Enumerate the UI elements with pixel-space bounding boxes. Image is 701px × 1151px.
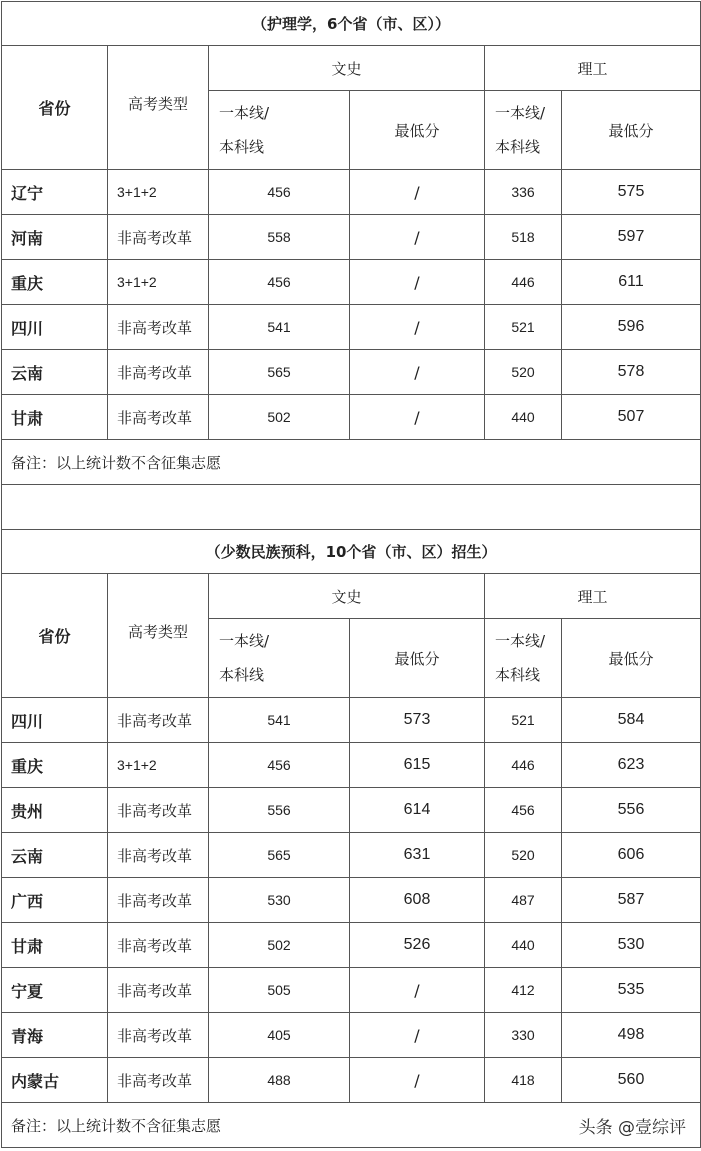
- table-row: [2, 170, 701, 215]
- cell-province: 辽宁: [2, 170, 108, 215]
- cell-wenshi-line: 565: [209, 350, 350, 395]
- cell-wenshi-line: 541: [209, 305, 350, 350]
- cell-wenshi-line: 505: [209, 968, 350, 1013]
- cell-wenshi-line: 502: [209, 923, 350, 968]
- table-body: [2, 2, 701, 1148]
- table-row: [2, 743, 701, 788]
- col-header-line: [209, 619, 350, 698]
- table-row: [2, 215, 701, 260]
- cell-exam-type: 非高考改革: [108, 395, 209, 440]
- col-header-min-score: 最低分: [562, 91, 701, 170]
- cell-ligong-line: 336: [485, 170, 562, 215]
- line-header-a: 一本线/: [495, 104, 546, 122]
- cell-ligong-line: 520: [485, 833, 562, 878]
- table-row: [2, 698, 701, 743]
- cell-wenshi-line: 565: [209, 833, 350, 878]
- cell-exam-type: 非高考改革: [108, 698, 209, 743]
- cell-wenshi-min: 608: [350, 878, 485, 923]
- cell-wenshi-line: 541: [209, 698, 350, 743]
- cell-wenshi-line: 405: [209, 1013, 350, 1058]
- cell-wenshi-min: /: [350, 260, 485, 305]
- cell-wenshi-min: /: [350, 1058, 485, 1103]
- cell-ligong-min: 587: [562, 878, 701, 923]
- cell-province: 重庆: [2, 260, 108, 305]
- cell-ligong-min: 530: [562, 923, 701, 968]
- cell-exam-type: 非高考改革: [108, 878, 209, 923]
- cell-province: 青海: [2, 1013, 108, 1058]
- col-header-line: [485, 619, 562, 698]
- cell-ligong-line: 521: [485, 698, 562, 743]
- cell-ligong-min: 560: [562, 1058, 701, 1103]
- cell-wenshi-line: 502: [209, 395, 350, 440]
- table-row: [2, 1013, 701, 1058]
- table-title: （护理学，6个省（市、区））: [2, 2, 701, 46]
- line-header-a: 一本线/: [495, 632, 546, 650]
- line-header-b: 本科线: [495, 666, 541, 684]
- cell-exam-type: 非高考改革: [108, 1058, 209, 1103]
- cell-wenshi-line: 558: [209, 215, 350, 260]
- cell-wenshi-min: 631: [350, 833, 485, 878]
- watermark: 头条 @壹综评: [578, 1117, 687, 1138]
- line-header-a: 一本线/: [219, 632, 270, 650]
- col-header-ligong: 理工: [485, 574, 701, 619]
- col-header-ligong: 理工: [485, 46, 701, 91]
- cell-exam-type: 3+1+2: [108, 170, 209, 215]
- table-note: 备注：以上统计数不含征集志愿: [2, 440, 701, 485]
- cell-wenshi-line: 530: [209, 878, 350, 923]
- cell-ligong-min: 578: [562, 350, 701, 395]
- cell-ligong-min: 606: [562, 833, 701, 878]
- table-row: [2, 260, 701, 305]
- table-row: [2, 833, 701, 878]
- col-header-exam-type: 高考类型: [108, 46, 209, 170]
- cell-wenshi-min: /: [350, 170, 485, 215]
- cell-province: 内蒙古: [2, 1058, 108, 1103]
- cell-province: 云南: [2, 833, 108, 878]
- cell-wenshi-min: 615: [350, 743, 485, 788]
- cell-wenshi-line: 488: [209, 1058, 350, 1103]
- cell-wenshi-line: 556: [209, 788, 350, 833]
- cell-ligong-line: 446: [485, 260, 562, 305]
- cell-ligong-line: 487: [485, 878, 562, 923]
- cell-ligong-min: 596: [562, 305, 701, 350]
- cell-wenshi-min: /: [350, 395, 485, 440]
- cell-wenshi-min: 526: [350, 923, 485, 968]
- cell-province: 甘肃: [2, 395, 108, 440]
- cell-wenshi-min: /: [350, 968, 485, 1013]
- table-title: （少数民族预科，10个省（市、区）招生）: [2, 530, 701, 574]
- line-header-b: 本科线: [495, 138, 541, 156]
- table-note: [2, 1103, 701, 1148]
- cell-ligong-min: 507: [562, 395, 701, 440]
- cell-ligong-line: 330: [485, 1013, 562, 1058]
- cell-wenshi-min: 614: [350, 788, 485, 833]
- cell-exam-type: 3+1+2: [108, 260, 209, 305]
- col-header-wenshi: 文史: [209, 574, 485, 619]
- line-header-b: 本科线: [219, 666, 265, 684]
- cell-ligong-min: 611: [562, 260, 701, 305]
- cell-ligong-line: 440: [485, 395, 562, 440]
- cell-ligong-line: 518: [485, 215, 562, 260]
- cell-province: 广西: [2, 878, 108, 923]
- cell-ligong-min: 575: [562, 170, 701, 215]
- cell-wenshi-min: /: [350, 350, 485, 395]
- col-header-line: [209, 91, 350, 170]
- col-header-min-score: 最低分: [350, 619, 485, 698]
- cell-ligong-min: 584: [562, 698, 701, 743]
- cell-exam-type: 非高考改革: [108, 1013, 209, 1058]
- table-row: [2, 923, 701, 968]
- table-row: [2, 305, 701, 350]
- table-row: [2, 878, 701, 923]
- cell-ligong-min: 623: [562, 743, 701, 788]
- line-header-b: 本科线: [219, 138, 265, 156]
- cell-province: 甘肃: [2, 923, 108, 968]
- table-row: [2, 350, 701, 395]
- cell-wenshi-line: 456: [209, 743, 350, 788]
- cell-ligong-min: 556: [562, 788, 701, 833]
- cell-exam-type: 非高考改革: [108, 923, 209, 968]
- cell-exam-type: 非高考改革: [108, 305, 209, 350]
- cell-exam-type: 非高考改革: [108, 350, 209, 395]
- note-text: 备注：以上统计数不含征集志愿: [11, 1116, 222, 1135]
- table-row: [2, 968, 701, 1013]
- table-row: [2, 788, 701, 833]
- table-row: [2, 395, 701, 440]
- cell-province: 四川: [2, 698, 108, 743]
- spacer-row: [2, 485, 701, 530]
- table-row: [2, 1058, 701, 1103]
- admission-score-table: [1, 1, 701, 1148]
- cell-ligong-min: 498: [562, 1013, 701, 1058]
- col-header-line: [485, 91, 562, 170]
- cell-ligong-line: 412: [485, 968, 562, 1013]
- cell-ligong-line: 521: [485, 305, 562, 350]
- cell-exam-type: 非高考改革: [108, 215, 209, 260]
- col-header-min-score: 最低分: [562, 619, 701, 698]
- cell-ligong-line: 418: [485, 1058, 562, 1103]
- cell-province: 贵州: [2, 788, 108, 833]
- cell-ligong-line: 446: [485, 743, 562, 788]
- cell-province: 河南: [2, 215, 108, 260]
- line-header-a: 一本线/: [219, 104, 270, 122]
- cell-exam-type: 非高考改革: [108, 968, 209, 1013]
- col-header-province: 省份: [2, 46, 108, 170]
- cell-wenshi-min: /: [350, 305, 485, 350]
- cell-ligong-min: 597: [562, 215, 701, 260]
- cell-province: 云南: [2, 350, 108, 395]
- col-header-exam-type: 高考类型: [108, 574, 209, 698]
- cell-wenshi-min: /: [350, 1013, 485, 1058]
- cell-exam-type: 3+1+2: [108, 743, 209, 788]
- cell-ligong-line: 440: [485, 923, 562, 968]
- cell-exam-type: 非高考改革: [108, 788, 209, 833]
- col-header-province: 省份: [2, 574, 108, 698]
- cell-wenshi-min: /: [350, 215, 485, 260]
- cell-province: 宁夏: [2, 968, 108, 1013]
- cell-ligong-line: 520: [485, 350, 562, 395]
- cell-wenshi-min: 573: [350, 698, 485, 743]
- cell-province: 四川: [2, 305, 108, 350]
- cell-exam-type: 非高考改革: [108, 833, 209, 878]
- cell-wenshi-line: 456: [209, 260, 350, 305]
- col-header-min-score: 最低分: [350, 91, 485, 170]
- cell-wenshi-line: 456: [209, 170, 350, 215]
- cell-ligong-line: 456: [485, 788, 562, 833]
- col-header-wenshi: 文史: [209, 46, 485, 91]
- cell-province: 重庆: [2, 743, 108, 788]
- cell-ligong-min: 535: [562, 968, 701, 1013]
